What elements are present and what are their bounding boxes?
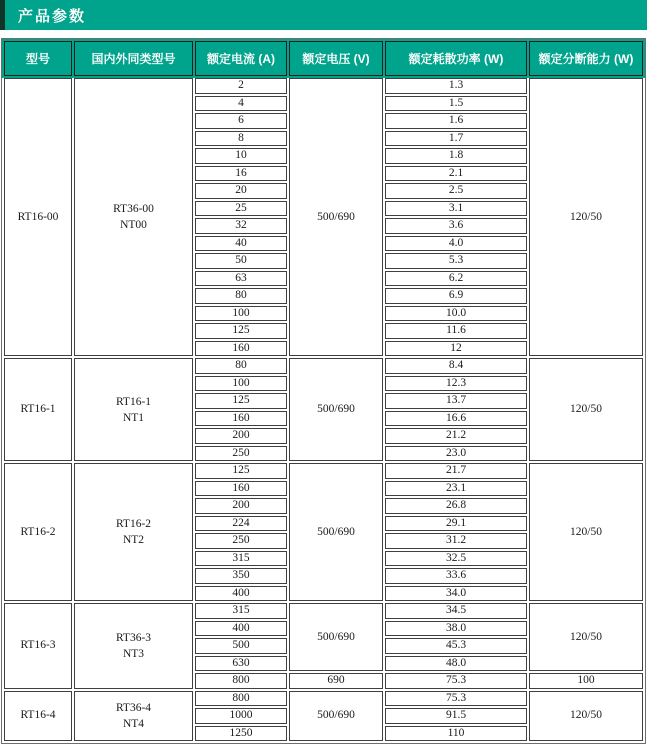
cell-rated-current: 315 [195, 551, 287, 567]
cell-rated-power: 6.2 [385, 271, 527, 287]
cell-rated-power: 1.7 [385, 131, 527, 147]
cell-rated-power: 29.1 [385, 516, 527, 532]
cell-rated-current: 20 [195, 183, 287, 199]
cell-breaking-capacity: 120/50 [529, 691, 643, 742]
table-row [4, 78, 643, 94]
cell-rated-voltage: 690 [289, 673, 383, 689]
cell-rated-power: 1.3 [385, 78, 527, 94]
header-rated-current: 额定电流 (A) [195, 41, 287, 76]
cell-rated-current: 125 [195, 393, 287, 409]
cell-rated-power: 33.6 [385, 568, 527, 584]
cell-equivalent-model [74, 358, 193, 461]
cell-rated-current: 125 [195, 463, 287, 479]
cell-rated-current: 500 [195, 638, 287, 654]
equivalent-model-line: RT36-4 [115, 701, 152, 714]
cell-rated-current: 125 [195, 323, 287, 339]
cell-rated-current: 160 [195, 341, 287, 357]
cell-model: RT16-2 [4, 463, 72, 601]
cell-rated-power: 91.5 [385, 708, 527, 724]
cell-rated-current: 250 [195, 533, 287, 549]
cell-rated-current: 50 [195, 253, 287, 269]
table-row [4, 463, 643, 479]
cell-rated-current: 16 [195, 166, 287, 182]
cell-rated-power: 2.1 [385, 166, 527, 182]
cell-equivalent-model [74, 78, 193, 356]
equivalent-model-line: NT1 [122, 411, 145, 424]
cell-rated-current: 10 [195, 148, 287, 164]
cell-rated-current: 800 [195, 691, 287, 707]
header-rated-voltage: 额定电压 (V) [289, 41, 383, 76]
cell-rated-voltage: 500/690 [289, 463, 383, 601]
cell-rated-current: 200 [195, 428, 287, 444]
cell-rated-current: 6 [195, 113, 287, 129]
cell-rated-current: 32 [195, 218, 287, 234]
page-title-banner [0, 0, 647, 30]
cell-rated-power: 8.4 [385, 358, 527, 374]
cell-rated-current: 8 [195, 131, 287, 147]
cell-rated-current: 250 [195, 446, 287, 462]
cell-rated-power: 1.6 [385, 113, 527, 129]
cell-rated-current: 160 [195, 411, 287, 427]
cell-equivalent-model [74, 691, 193, 742]
equivalent-model-line: NT4 [122, 717, 145, 730]
product-parameters-table [1, 38, 646, 744]
cell-rated-power: 48.0 [385, 656, 527, 672]
cell-rated-power: 13.7 [385, 393, 527, 409]
cell-rated-power: 3.1 [385, 201, 527, 217]
cell-rated-current: 400 [195, 586, 287, 602]
cell-rated-current: 800 [195, 673, 287, 689]
header-equivalent-model: 国内外同类型号 [74, 41, 193, 76]
cell-rated-voltage: 500/690 [289, 603, 383, 671]
title-accent-bar [0, 0, 5, 30]
cell-rated-power: 12 [385, 341, 527, 357]
cell-rated-current: 100 [195, 376, 287, 392]
cell-rated-current: 400 [195, 621, 287, 637]
cell-rated-current: 224 [195, 516, 287, 532]
equivalent-model-line: RT36-00 [113, 203, 154, 215]
cell-rated-power: 11.6 [385, 323, 527, 339]
cell-rated-power: 4.0 [385, 236, 527, 252]
page-title: 产品参数 [18, 7, 87, 25]
cell-model: RT16-00 [4, 78, 72, 356]
cell-breaking-capacity: 120/50 [529, 463, 643, 601]
equivalent-model-line: RT16-1 [115, 395, 152, 408]
table-row [4, 603, 643, 619]
cell-equivalent-model [74, 603, 193, 689]
cell-rated-power: 1.8 [385, 148, 527, 164]
equivalent-model-line: RT36-3 [115, 631, 152, 644]
equivalent-model-line: RT16-2 [115, 518, 152, 530]
cell-rated-current: 350 [195, 568, 287, 584]
cell-rated-power: 31.2 [385, 533, 527, 549]
cell-rated-current: 315 [195, 603, 287, 619]
cell-rated-power: 23.1 [385, 481, 527, 497]
cell-rated-current: 25 [195, 201, 287, 217]
cell-rated-power: 38.0 [385, 621, 527, 637]
cell-rated-current: 80 [195, 288, 287, 304]
cell-rated-power: 23.0 [385, 446, 527, 462]
cell-rated-power: 12.3 [385, 376, 527, 392]
table-row [4, 358, 643, 374]
cell-breaking-capacity: 120/50 [529, 358, 643, 461]
cell-rated-current: 4 [195, 96, 287, 112]
cell-breaking-capacity: 100 [529, 673, 643, 689]
cell-rated-voltage: 500/690 [289, 691, 383, 742]
cell-rated-power: 1.5 [385, 96, 527, 112]
cell-rated-power: 16.6 [385, 411, 527, 427]
table-body [4, 78, 643, 741]
cell-rated-power: 34.5 [385, 603, 527, 619]
cell-model: RT16-4 [4, 691, 72, 742]
cell-rated-power: 75.3 [385, 691, 527, 707]
cell-rated-power: 110 [385, 726, 527, 742]
cell-rated-current: 160 [195, 481, 287, 497]
cell-rated-power: 21.7 [385, 463, 527, 479]
cell-equivalent-model [74, 463, 193, 601]
cell-rated-current: 1250 [195, 726, 287, 742]
equivalent-model-line: NT2 [122, 534, 145, 546]
cell-rated-power: 10.0 [385, 306, 527, 322]
cell-model: RT16-1 [4, 358, 72, 461]
cell-rated-power: 34.0 [385, 586, 527, 602]
cell-rated-current: 80 [195, 358, 287, 374]
cell-rated-current: 100 [195, 306, 287, 322]
cell-rated-voltage: 500/690 [289, 358, 383, 461]
cell-rated-voltage: 500/690 [289, 78, 383, 356]
cell-rated-power: 26.8 [385, 498, 527, 514]
header-model: 型号 [4, 41, 72, 76]
header-rated-breaking-capacity: 额定分断能力 (W) [529, 41, 643, 76]
equivalent-model-line: NT00 [120, 219, 147, 231]
cell-model: RT16-3 [4, 603, 72, 689]
cell-rated-power: 3.6 [385, 218, 527, 234]
cell-rated-power: 32.5 [385, 551, 527, 567]
cell-rated-current: 630 [195, 656, 287, 672]
cell-rated-power: 75.3 [385, 673, 527, 689]
cell-rated-power: 6.9 [385, 288, 527, 304]
cell-breaking-capacity: 120/50 [529, 78, 643, 356]
cell-rated-current: 1000 [195, 708, 287, 724]
cell-rated-power: 5.3 [385, 253, 527, 269]
cell-breaking-capacity: 120/50 [529, 603, 643, 671]
cell-rated-power: 45.3 [385, 638, 527, 654]
cell-rated-power: 2.5 [385, 183, 527, 199]
cell-rated-current: 200 [195, 498, 287, 514]
cell-rated-power: 21.2 [385, 428, 527, 444]
cell-rated-current: 63 [195, 271, 287, 287]
table-header-row [4, 41, 643, 76]
equivalent-model-line: NT3 [122, 647, 145, 660]
table-row [4, 691, 643, 707]
cell-rated-current: 40 [195, 236, 287, 252]
cell-rated-current: 2 [195, 78, 287, 94]
header-rated-power-dissipation: 额定耗散功率 (W) [385, 41, 527, 76]
